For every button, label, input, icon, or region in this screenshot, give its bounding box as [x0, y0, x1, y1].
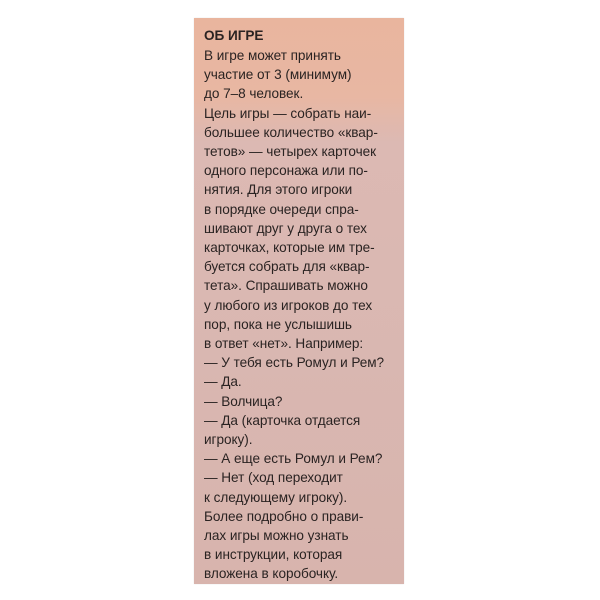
- text-line: карточках, которые им тре-: [204, 240, 375, 256]
- text-line: тета». Спрашивать можно: [204, 278, 368, 294]
- text-line: тетов» — четырех карточек: [204, 144, 377, 160]
- text-line: большее количество «квар-: [204, 124, 378, 140]
- dialogue-line: — Да (карточка отдается: [204, 412, 361, 428]
- heading: ОБ ИГРЕ: [204, 28, 264, 43]
- text-line: у любого из игроков до тех: [204, 297, 373, 313]
- dialogue-line: — У тебя есть Ромул и Рем?: [204, 355, 385, 371]
- text-line: до 7–8 человек.: [204, 86, 304, 102]
- text-line: в порядке очереди спра-: [204, 201, 359, 217]
- rules-text: [204, 46, 402, 584]
- dialogue-line: — Нет (ход переходит: [204, 470, 343, 486]
- dialogue-line: — А еще есть Ромул и Рем?: [204, 451, 383, 467]
- dialogue-line: к следующему игроку).: [204, 489, 348, 505]
- rules-card: [194, 18, 404, 584]
- text-line: в инструкции, которая: [204, 547, 343, 563]
- rules-content: [204, 26, 402, 584]
- text-line: пор, пока не услышишь: [204, 316, 352, 332]
- text-line: вложена в коробочку.: [204, 566, 339, 582]
- text-line: лах игры можно узнать: [204, 528, 349, 544]
- text-line: буется собрать для «квар-: [204, 259, 370, 275]
- text-line: Цель игры — собрать наи-: [204, 105, 372, 121]
- dialogue-line: — Да.: [204, 374, 242, 390]
- text-line: В игре может принять: [204, 48, 341, 63]
- dialogue-line: — Волчица?: [204, 393, 283, 409]
- text-line: участие от 3 (минимум): [204, 67, 352, 83]
- text-line: в ответ «нет». Например:: [204, 336, 364, 352]
- text-line: Более подробно о прави-: [204, 508, 364, 524]
- dialogue-line: игроку).: [204, 432, 253, 448]
- text-line: нятия. Для этого игроки: [204, 182, 353, 198]
- text-line: одного персонажа или по-: [204, 163, 368, 179]
- text-line: шивают друг у друга о тех: [204, 220, 367, 236]
